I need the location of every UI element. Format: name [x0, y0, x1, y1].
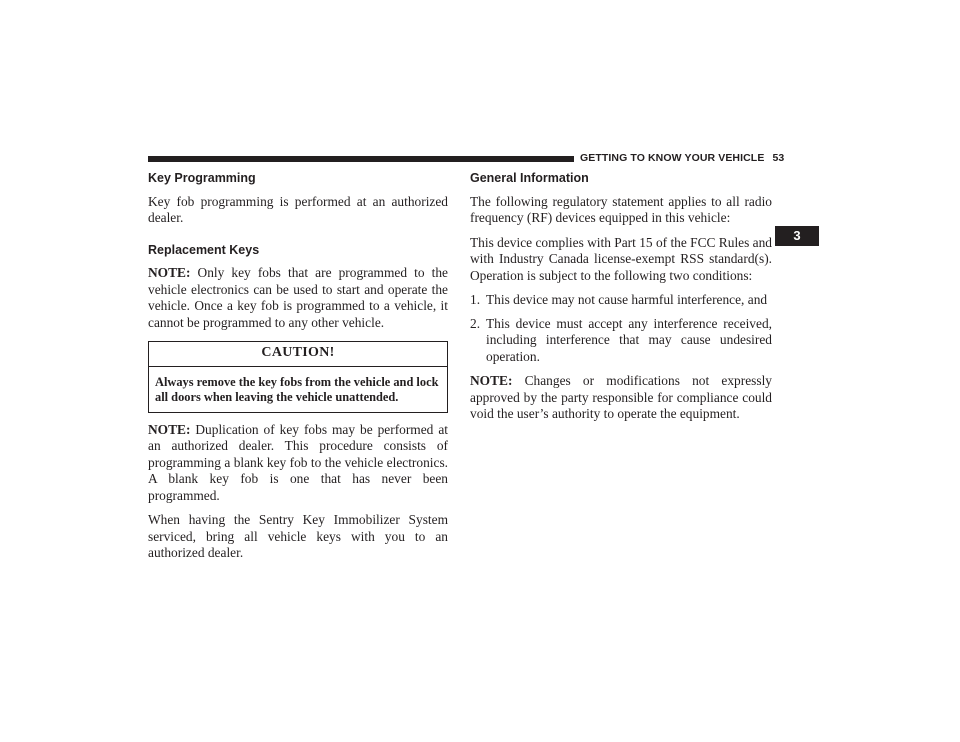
note-label: NOTE: [148, 421, 191, 437]
running-header [580, 152, 784, 164]
chapter-tab[interactable]: 3 [775, 226, 819, 246]
right-column [470, 168, 772, 431]
key-programming-heading: Key Programming [148, 171, 256, 185]
key-programming-text: Key fob programming is performed at an authorized dealer. [148, 193, 448, 225]
compliance-text: This device complies with Part 15 of the FCC Rules and with Industry Canada license-exempt RSS standard(s). Operation is subject to the following two conditions: [470, 234, 772, 283]
list-item [470, 292, 772, 309]
replacement-keys-heading: Replacement Keys [148, 242, 260, 257]
page-number: 53 [772, 152, 785, 164]
general-information-heading: General Information [470, 171, 589, 185]
note-label: NOTE: [470, 373, 513, 388]
list-number: 1. [470, 292, 481, 307]
sentry-key-text: When having the Sentry Key Immobilizer System serviced, bring all vehicle keys with you to an authorized dealer. [148, 512, 448, 560]
fcc-note [470, 373, 772, 423]
note-label: NOTE: [148, 265, 191, 280]
section-title: GETTING TO KNOW YOUR VEHICLE [580, 152, 765, 164]
note-text: Changes or modifications not expressly approved by the party responsible for compliance could void the user’s authority to operate the equipment. [470, 373, 772, 421]
conditions-list [470, 292, 772, 365]
list-item [470, 316, 772, 366]
list-number: 2. [470, 315, 481, 331]
list-text: This device may not cause harmful interference, and [486, 292, 768, 307]
caution-title: CAUTION! [149, 342, 447, 367]
note-text: Duplication of key fobs may be performed at an authorized dealer. This procedure consists of programming a blank key fob to the vehicle electronics. A blank key fob is one that has never been programmed. [148, 421, 448, 503]
replacement-keys-note [148, 265, 448, 331]
duplication-note [148, 422, 448, 505]
intro-text: The following regulatory statement applies to all radio frequency (RF) devices equipped in this vehicle: [470, 193, 772, 225]
caution-box [148, 341, 448, 413]
left-column [148, 168, 448, 570]
header-rule [148, 156, 574, 162]
note-text: Only key fobs that are programmed to the vehicle electronics can be used to start and operate the vehicle. Once a key fob is programmed to a vehicle, it cannot be programmed to any other vehicle. [148, 265, 448, 330]
caution-text: Always remove the key fobs from the vehicle and lock all doors when leaving the vehicle unattended. [155, 374, 439, 404]
list-text: This device must accept any interference received, including interference that may cause undesired operation. [486, 315, 772, 364]
